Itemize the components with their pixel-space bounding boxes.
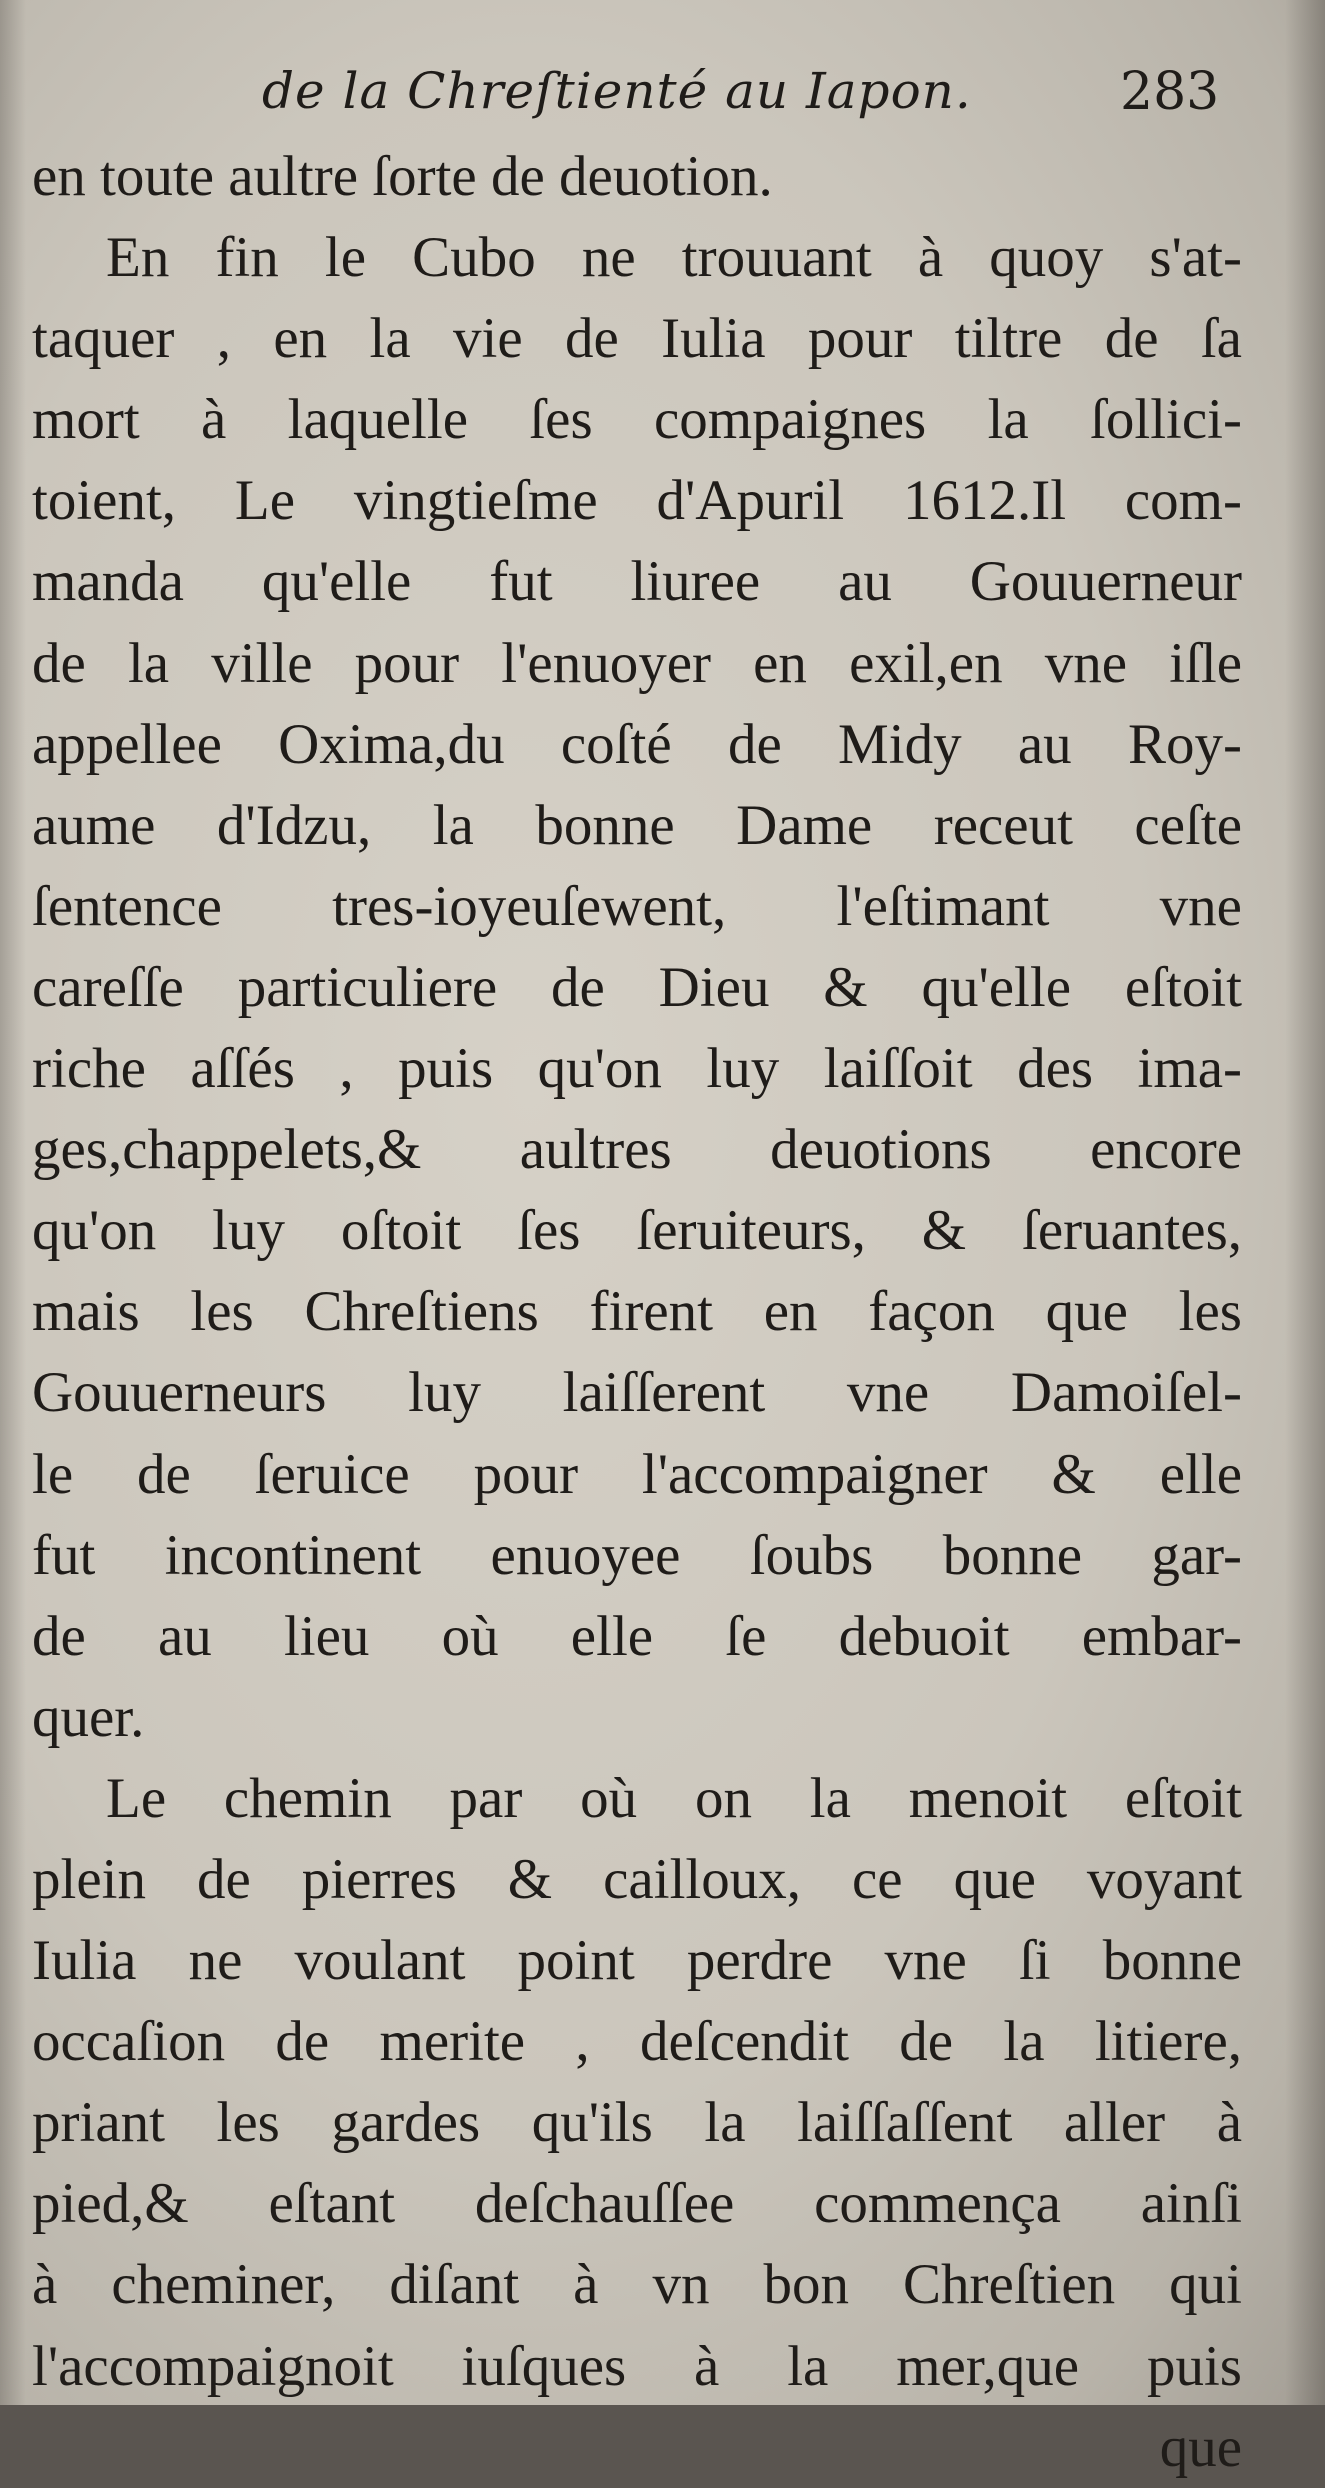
text-line: En fin le Cubo ne trouuant à quoy s'at- xyxy=(106,226,1242,290)
text-line: quer. xyxy=(32,1685,145,1749)
text-line: de la ville pour l'enuoyer en exil,en vne iſle xyxy=(32,631,1242,695)
running-head: de la Chreſtienté au Iapon. xyxy=(262,62,972,120)
text-line: plein de pierres & cailloux, ce que voyant xyxy=(32,1847,1242,1911)
text-line: le de ſeruice pour l'accompaigner & elle xyxy=(32,1442,1242,1506)
text-line: aume d'Idzu, la bonne Dame receut ceſte xyxy=(32,793,1242,857)
page-gutter-shadow xyxy=(0,0,26,2405)
text-line: en toute aultre ſorte de deuotion. xyxy=(32,145,773,208)
text-line: Gouuerneurs luy laiſſerent vne Damoiſel- xyxy=(32,1361,1242,1425)
text-line: l'accompaignoit iuſques à la mer,que puis xyxy=(32,2334,1242,2398)
page-edge-shadow xyxy=(1285,0,1325,2405)
text-line: de au lieu où elle ſe debuoit embar- xyxy=(32,1604,1242,1668)
text-line: manda qu'elle fut liuree au Gouuerneur xyxy=(32,550,1242,614)
text-line: toient, Le vingtieſme d'Apuril 1612.Il com- xyxy=(32,469,1242,533)
body-text xyxy=(32,136,1242,2488)
text-line: qu'on luy oſtoit ſes ſeruiteurs, & ſeruantes, xyxy=(32,1199,1242,1263)
text-line: appellee Oxima,du coſté de Midy au Roy- xyxy=(32,712,1242,776)
text-line: mais les Chreſtiens firent en façon que les xyxy=(32,1280,1242,1344)
text-line: à cheminer, diſant à vn bon Chreſtien qui xyxy=(32,2253,1242,2317)
text-line: priant les gardes qu'ils la laiſſaſſent aller à xyxy=(32,2091,1242,2155)
text-line: ſentence tres-ioyeuſewent, l'eſtimant vne xyxy=(32,874,1242,938)
page-number: 283 xyxy=(1120,62,1220,122)
text-line: mort à laquelle ſes compaignes la ſollici- xyxy=(32,388,1242,452)
text-line: taquer , en la vie de Iulia pour tiltre de ſa xyxy=(32,307,1242,371)
text-line: occaſion de merite , deſcendit de la litiere, xyxy=(32,2010,1242,2074)
text-line: ges,chappelets,& aultres deuotions encore xyxy=(32,1118,1242,1182)
text-line: careſſe particuliere de Dieu & qu'elle eſtoit xyxy=(32,955,1242,1019)
text-line: Le chemin par où on la menoit eſtoit xyxy=(106,1766,1242,1830)
text-line: pied,& eſtant deſchauſſee commença ainſi xyxy=(32,2172,1242,2236)
text-line: fut incontinent enuoyee ſoubs bonne gar- xyxy=(32,1523,1242,1587)
catchword: que xyxy=(1159,2415,1242,2479)
text-line: Iulia ne voulant point perdre vne ſi bonne xyxy=(32,1929,1242,1993)
text-line: riche aſſés , puis qu'on luy laiſſoit des ima- xyxy=(32,1037,1242,1101)
